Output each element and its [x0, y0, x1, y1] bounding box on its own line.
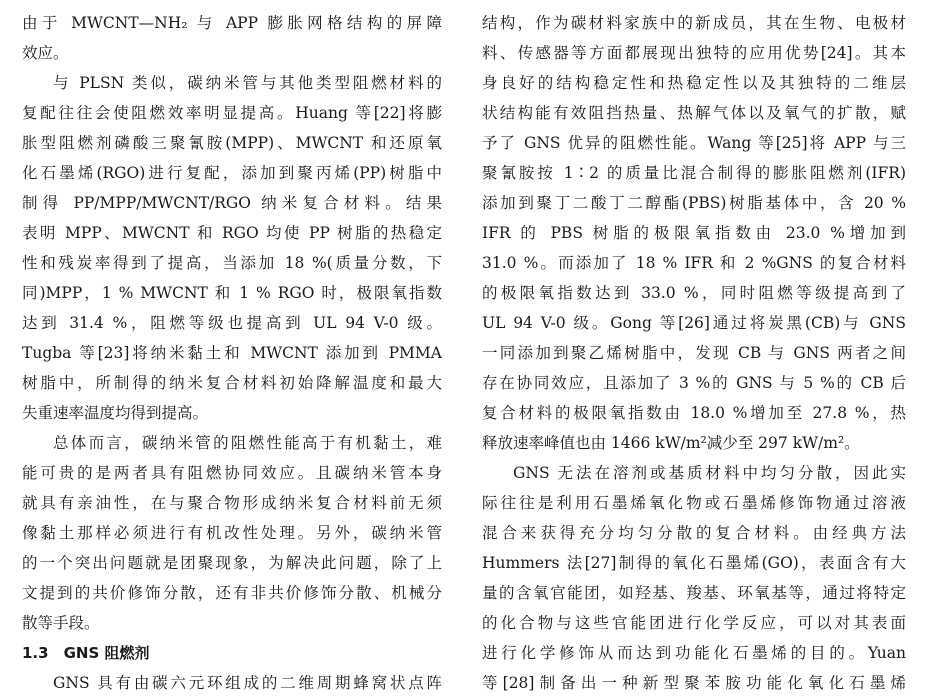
left-text-line: GNS 具有由碳六元环组成的二维周期蜂窝状点阵	[53, 674, 442, 692]
right-text-line: 进行化学修饰从而达到功能化石墨烯的目的。Yuan	[482, 644, 906, 662]
left-text-line: 就具有亲油性，在与聚合物形成纳米复合材料前无须	[22, 494, 442, 512]
right-text-line: 聚氰胺按 1∶2 的质量比混合制得的膨胀阻燃剂(IFR)	[482, 164, 906, 182]
right-column	[482, 8, 906, 698]
right-text-line: 复合材料的极限氧指数由 18.0 %增加至 27.8 %，热	[482, 404, 906, 422]
left-text-line: 与 PLSN 类似，碳纳米管与其他类型阻燃材料的	[53, 74, 442, 92]
left-text-line: 化石墨烯(RGO)进行复配，添加到聚丙烯(PP)树脂中	[22, 164, 442, 182]
left-text-line: 像黏土那样必须进行有机改性处理。另外，碳纳米管	[22, 524, 442, 542]
left-text-line: 复配往往会使阻燃效率明显提高。Huang 等[22]将膨	[22, 104, 442, 122]
left-text-line: 总体而言，碳纳米管的阻燃性能高于有机黏土，难	[53, 434, 442, 452]
left-text-line: 效应。	[22, 44, 69, 62]
section-heading: 1.3 GNS 阻燃剂	[22, 644, 150, 662]
right-text-line: GNS 无法在溶剂或基质材料中均匀分散，因此实	[513, 464, 906, 482]
right-text-line: 添加到聚丁二酸丁二醇酯(PBS)树脂基体中，含 20 %	[482, 194, 906, 212]
left-text-line: Tugba 等[23]将纳米黏土和 MWCNT 添加到 PMMA	[22, 344, 442, 362]
right-text-line: 的化合物与这些官能团进行化学反应，可以对其表面	[482, 614, 906, 632]
right-text-line: 存在协同效应，且添加了 3 %的 GNS 与 5 %的 CB 后	[482, 374, 906, 392]
left-text-line: 制得 PP/MPP/MWCNT/RGO 纳米复合材料。结果	[22, 194, 442, 212]
left-text-line: 散等手段。	[22, 614, 100, 632]
left-text-line: 同)MPP，1 % MWCNT 和 1 % RGO 时，极限氧指数	[22, 284, 442, 302]
right-text-line: 混合来获得充分均匀分散的复合材料。由经典方法	[482, 524, 906, 542]
left-text-line: 性和残炭率得到了提高，当添加 18 %(质量分数，下	[22, 254, 442, 272]
right-text-line: Hummers 法[27]制得的氧化石墨烯(GO)，表面含有大	[482, 554, 906, 572]
right-text-line: 31.0 %。而添加了 18 % IFR 和 2 %GNS 的复合材料	[482, 254, 906, 272]
left-text-line: 文提到的共价修饰分散，还有非共价修饰分散、机械分	[22, 584, 442, 602]
right-text-line: UL 94 V-0 级。Gong 等[26]通过将炭黑(CB)与 GNS	[482, 314, 906, 332]
right-text-line: 状结构能有效阻挡热量、热解气体以及氧气的扩散，赋	[482, 104, 906, 122]
left-column	[22, 8, 442, 698]
right-text-line: 量的含氧官能团，如羟基、羧基、环氧基等，通过将特定	[482, 584, 906, 602]
right-text-line: 一同添加到聚乙烯树脂中，发现 CB 与 GNS 两者之间	[482, 344, 906, 362]
left-text-line: 树脂中，所制得的纳米复合材料初始降解温度和最大	[22, 374, 442, 392]
left-text-line: 达到 31.4 %，阻燃等级也提高到 UL 94 V-0 级。	[22, 314, 442, 332]
left-text-line: 表明 MPP、MWCNT 和 RGO 均使 PP 树脂的热稳定	[22, 224, 442, 242]
right-text-line: 予了 GNS 优异的阻燃性能。Wang 等[25]将 APP 与三	[482, 134, 906, 152]
right-text-line: 等[28]制备出一种新型聚苯胺功能化氧化石墨烯	[482, 674, 906, 692]
right-text-line: 际往往是利用石墨烯氧化物或石墨烯修饰物通过溶液	[482, 494, 906, 512]
right-text-line: 释放速率峰值也由 1466 kW/m²减少至 297 kW/m²。	[482, 434, 860, 452]
left-text-line: 能可贵的是两者具有阻燃协同效应。且碳纳米管本身	[22, 464, 442, 482]
left-text-line: 由于 MWCNT—NH₂ 与 APP 膨胀网格结构的屏障	[22, 14, 442, 32]
right-text-line: 料、传感器等方面都展现出独特的应用优势[24]。其本	[482, 44, 906, 62]
right-text-line: 结构，作为碳材料家族中的新成员，其在生物、电极材	[482, 14, 906, 32]
right-text-line: 的极限氧指数达到 33.0 %，同时阻燃等级提高到了	[482, 284, 906, 302]
left-text-line: 胀型阻燃剂磷酸三聚氰胺(MPP)、MWCNT 和还原氧	[22, 134, 442, 152]
right-text-line: 身良好的结构稳定性和热稳定性以及其独特的二维层	[482, 74, 906, 92]
right-text-line: IFR 的 PBS 树脂的极限氧指数由 23.0 %增加到	[482, 224, 906, 242]
left-text-line: 失重速率温度均得到提高。	[22, 404, 209, 422]
left-text-line: 的一个突出问题就是团聚现象，为解决此问题，除了上	[22, 554, 442, 572]
